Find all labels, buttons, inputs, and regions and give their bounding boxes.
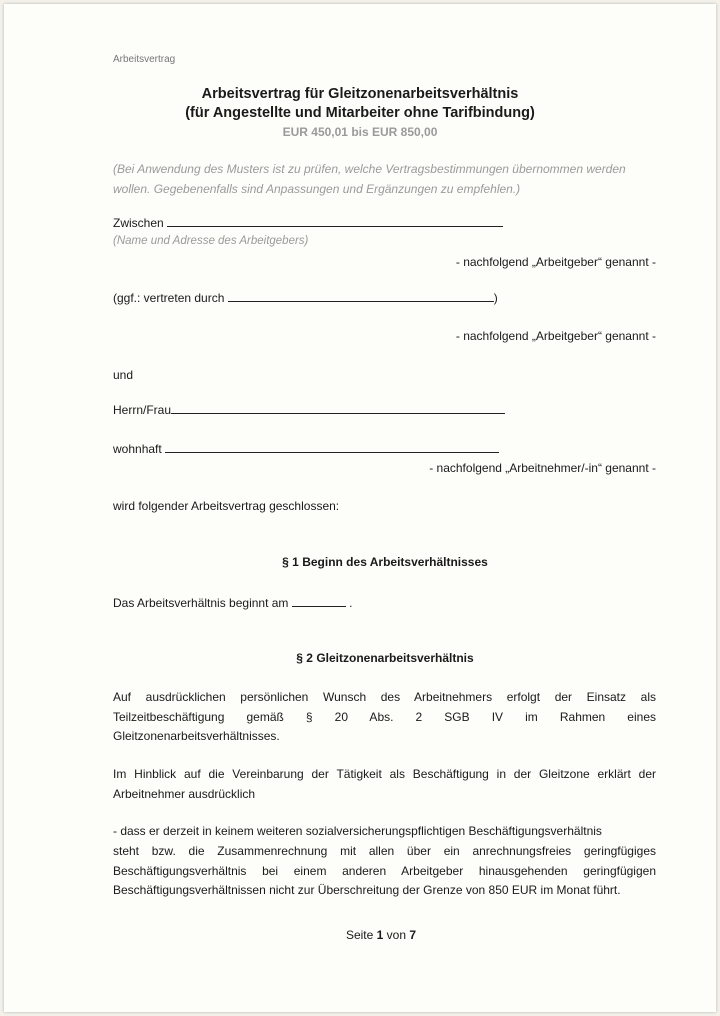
and-label: und bbox=[113, 368, 134, 382]
representative-field[interactable] bbox=[228, 291, 494, 302]
start-date-field[interactable] bbox=[292, 596, 346, 607]
start-date-suffix: . bbox=[349, 596, 353, 610]
paragraph-line: Arbeitnehmer ausdrücklich bbox=[113, 787, 256, 801]
contract-concluded: wird folgender Arbeitsvertrag geschlossen: bbox=[113, 499, 340, 513]
footer-middle: von bbox=[386, 928, 407, 942]
employee-name-field[interactable] bbox=[171, 403, 505, 414]
section-2-heading: § 2 Gleitzonenarbeitsverhältnis bbox=[296, 651, 474, 665]
resident-row bbox=[113, 440, 499, 458]
paragraph-line: - dass er derzeit in keinem weiteren sozialversicherungspflichtigen Beschäftigungsverhältnis bbox=[113, 824, 602, 838]
paragraph-line: Teilzeitbeschäftigung gemäß § 20 Abs. 2 SGB IV im Rahmen eines bbox=[113, 710, 656, 724]
usage-note: (Bei Anwendung des Musters ist zu prüfen, welche Vertragsbestimmungen übernommen werden wollen. Gegebenenfalls sind Anpassungen und Ergänzungen zu empfehlen.) bbox=[113, 162, 626, 196]
employer-named-2: - nachfolgend „Arbeitgeber“ genannt - bbox=[455, 329, 656, 343]
employer-row bbox=[113, 214, 503, 232]
employee-address-field[interactable] bbox=[165, 442, 499, 453]
paragraph-line: Beschäftigungsverhältnissen nicht zur Überschreitung der Grenze von 850 EUR im Monat führt. bbox=[113, 883, 621, 897]
paragraph-line: Auf ausdrücklichen persönlichen Wunsch des Arbeitnehmers erfolgt der Einsatz als bbox=[113, 690, 656, 704]
employee-named: - nachfolgend „Arbeitnehmer/-in“ genannt - bbox=[429, 461, 656, 475]
employee-row bbox=[113, 401, 505, 419]
salary-range: EUR 450,01 bis EUR 850,00 bbox=[282, 125, 438, 139]
document-title: Arbeitsvertrag für Gleitzonenarbeitsverhältnis bbox=[201, 86, 519, 102]
section-1-heading: § 1 Beginn des Arbeitsverhältnisses bbox=[282, 555, 488, 569]
paragraph-line: Im Hinblick auf die Vereinbarung der Tätigkeit als Beschäftigung in der Gleitzone erklärt der bbox=[113, 767, 656, 781]
represented-suffix: ) bbox=[493, 291, 498, 305]
paragraph-line: steht bzw. die Zusammenrechnung mit allen über ein anrechnungsfreies geringfügiges bbox=[113, 844, 656, 858]
resident-label: wohnhaft bbox=[113, 442, 162, 456]
running-header: Arbeitsvertrag bbox=[113, 54, 176, 65]
page-footer bbox=[0, 928, 720, 942]
start-date-prefix: Das Arbeitsverhältnis beginnt am bbox=[113, 596, 289, 610]
start-date-row bbox=[113, 594, 352, 612]
between-label: Zwischen bbox=[113, 216, 164, 230]
footer-prefix: Seite bbox=[345, 928, 374, 942]
paragraph-line: Gleitzonenarbeitsverhältnisses. bbox=[113, 729, 280, 743]
paragraph-line: Beschäftigungsverhältnis bei einem anderen Arbeitgeber hinausgehenden geringfügigen bbox=[113, 864, 656, 878]
footer-total: 7 bbox=[409, 928, 417, 942]
document-subtitle: (für Angestellte und Mitarbeiter ohne Tarifbindung) bbox=[185, 105, 535, 121]
employer-hint: (Name und Adresse des Arbeitgebers) bbox=[113, 235, 309, 247]
person-label: Herrn/Frau bbox=[113, 403, 172, 417]
footer-page: 1 bbox=[376, 928, 384, 942]
representative-row bbox=[113, 289, 498, 307]
represented-prefix: (ggf.: vertreten durch bbox=[113, 291, 225, 305]
employer-named-1: - nachfolgend „Arbeitgeber“ genannt - bbox=[455, 255, 656, 269]
employer-name-field[interactable] bbox=[167, 216, 503, 227]
